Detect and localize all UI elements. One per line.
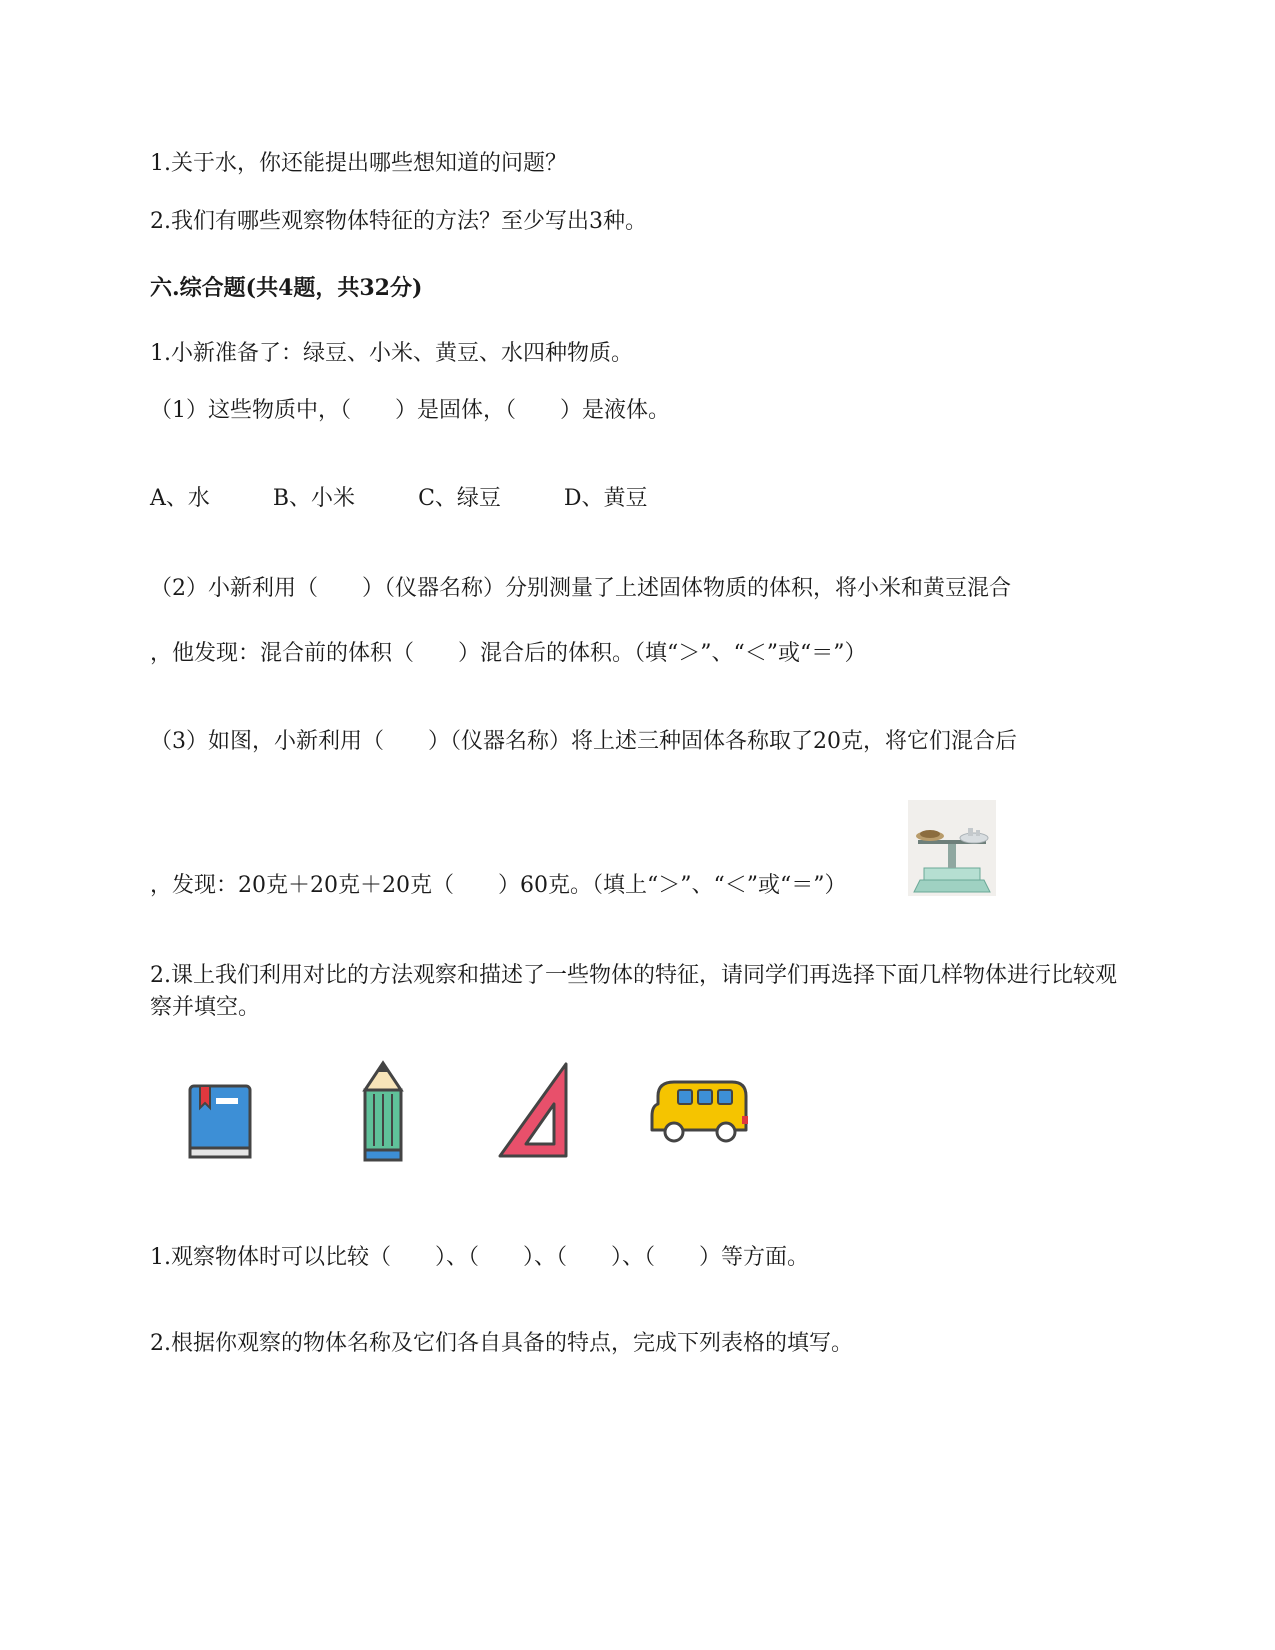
question-6-1-part2-line2: ，他发现：混合前的体积（ ）混合后的体积。（填“＞”、“＜”或“＝”）: [150, 641, 867, 666]
bus-icon: [648, 1076, 752, 1148]
question-5-2: 2.我们有哪些观察物体特征的方法？至少写出3种。: [150, 209, 647, 234]
question-6-1-part3-line2: ，发现：20克＋20克＋20克（ ）60克。（填上“＞”、“＜”或“＝”）: [150, 873, 847, 898]
balance-scale-image: [908, 800, 996, 896]
question-6-2-sub1: 1.观察物体时可以比较（ ）、（ ）、（ ）、（ ）等方面。: [150, 1245, 809, 1270]
question-6-1-stem: 1.小新准备了：绿豆、小米、黄豆、水四种物质。: [150, 341, 633, 366]
option-b: B、小米: [272, 486, 356, 511]
option-c: C、绿豆: [418, 486, 501, 511]
question-6-1-part2-line1: （2）小新利用（ ）（仪器名称）分别测量了上述固体物质的体积，将小米和黄豆混合: [150, 576, 1012, 601]
question-6-2-sub2: 2.根据你观察的物体名称及它们各自具备的特点，完成下列表格的填写。: [150, 1331, 853, 1356]
question-6-1-part3-line1: （3）如图，小新利用（ ）（仪器名称）将上述三种固体各称取了20克，将它们混合后: [150, 729, 1017, 754]
question-5-1: 1.关于水，你还能提出哪些想知道的问题？: [150, 151, 567, 176]
pencil-icon: [360, 1060, 406, 1164]
option-a: A、水: [150, 486, 210, 511]
option-d: D、黄豆: [563, 486, 648, 511]
question-6-2-stem: 2.课上我们利用对比的方法观察和描述了一些物体的特征，请同学们再选择下面几样物体进行比较观察并填空。: [150, 963, 1117, 1020]
options-row: [150, 485, 704, 513]
triangle-ruler-icon: [496, 1060, 572, 1160]
book-icon: [186, 1082, 254, 1162]
section-heading: 六.综合题(共4题，共32分): [150, 275, 423, 301]
question-6-1-part1: （1）这些物质中，（ ）是固体，（ ）是液体。: [150, 398, 670, 423]
